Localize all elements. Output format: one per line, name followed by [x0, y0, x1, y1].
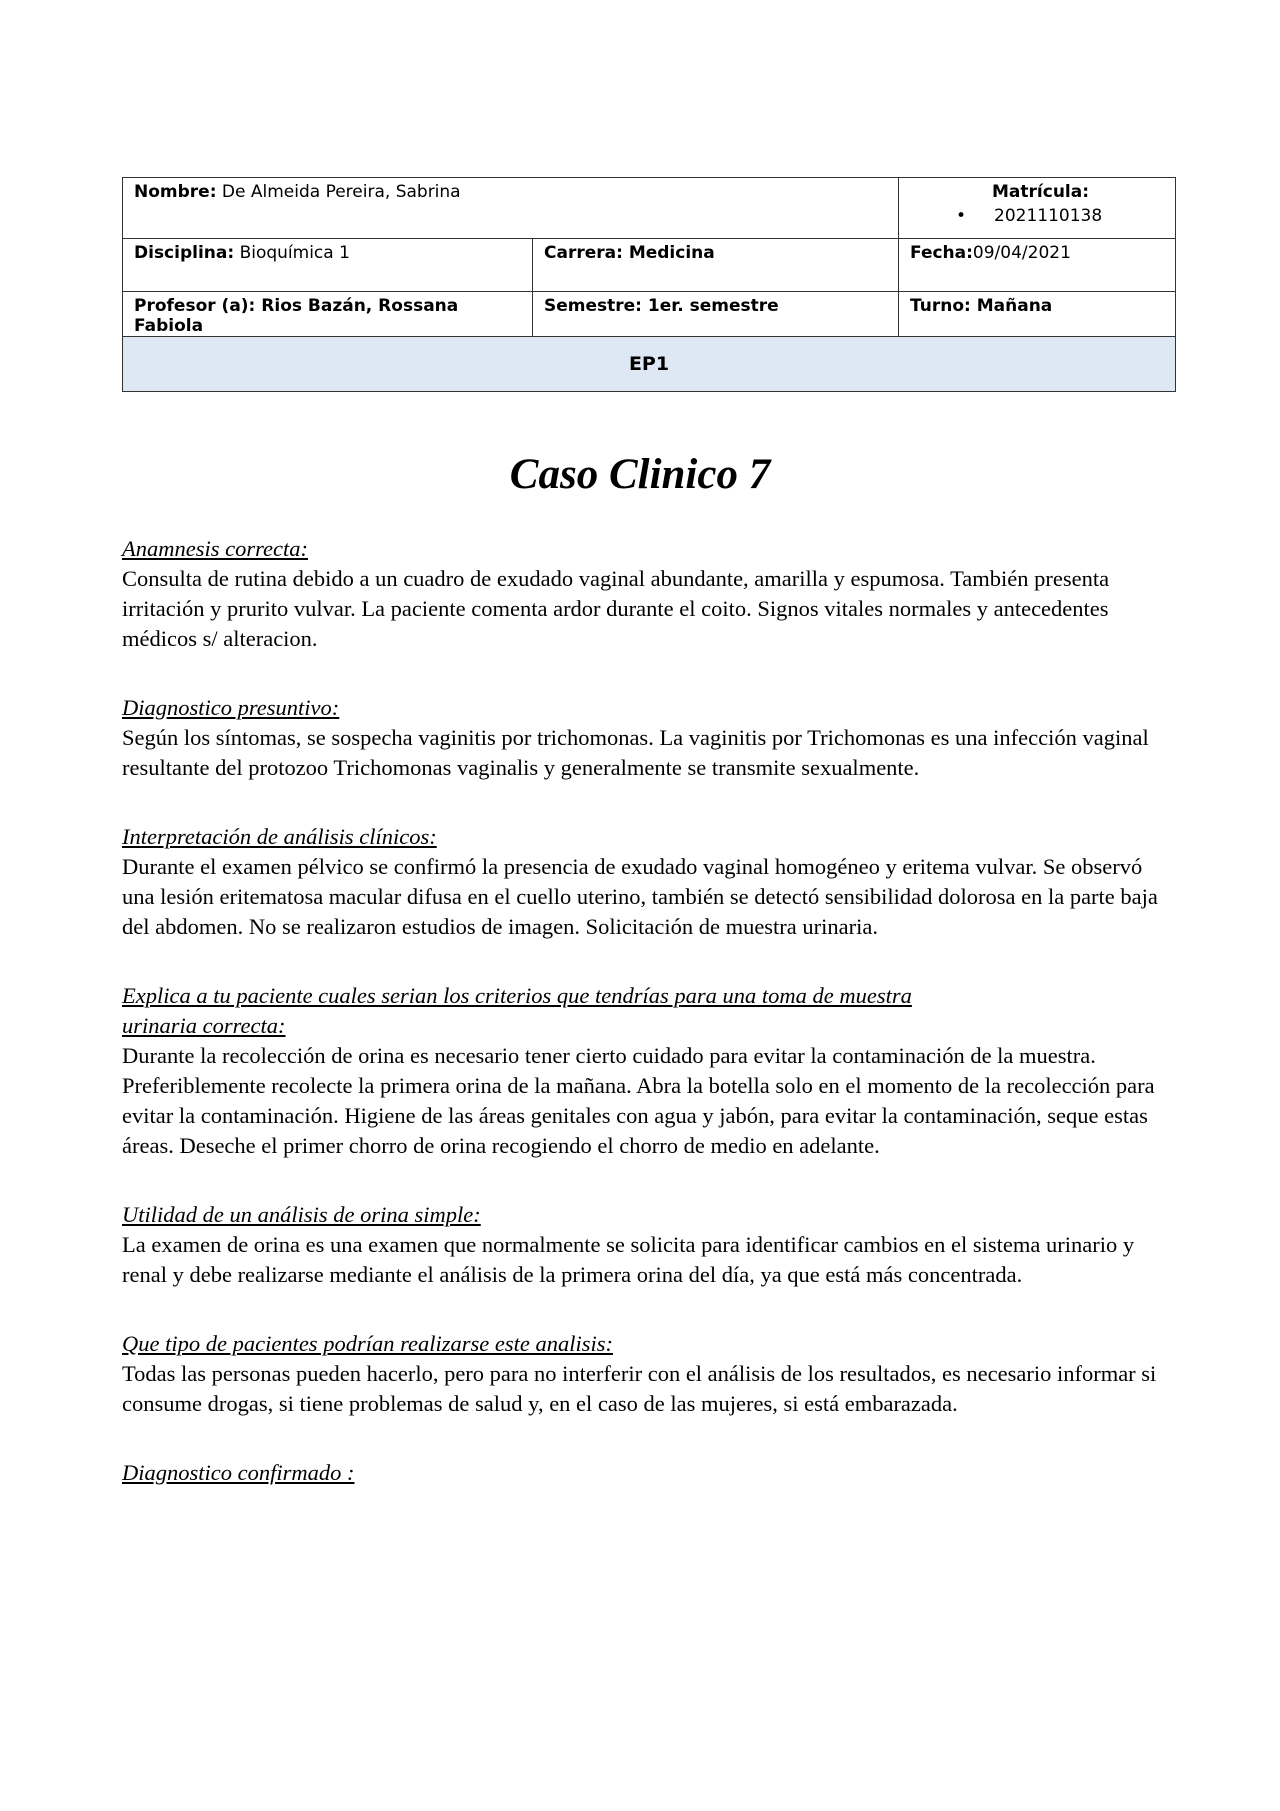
section-heading: Anamnesis correcta: [122, 536, 308, 561]
fecha-label: Fecha: [910, 243, 973, 263]
semestre-text: Semestre: 1er. semestre [544, 296, 779, 316]
nombre-cell [123, 178, 899, 239]
turno-text: Turno: Mañana [910, 296, 1053, 316]
semestre-cell [533, 292, 899, 337]
document-body [122, 534, 1172, 1527]
matricula-label: Matrícula: [992, 182, 1090, 202]
matricula-item [910, 206, 1165, 226]
section-text: La examen de orina es una examen que normalmente se solicita para identificar cambios en el sistema urinario y renal y debe realizarse mediante el análisis de la primera orina del día, ya que está más concentrada. [122, 1232, 1135, 1287]
fecha-cell [899, 239, 1176, 292]
section-diagnostico-confirmado [122, 1458, 1172, 1488]
disciplina-label: Disciplina: [134, 243, 235, 263]
page-title: Caso Clinico 7 [509, 451, 771, 498]
section-text: Todas las personas pueden hacerlo, pero para no interferir con el análisis de los resultados, es necesario informar si consume drogas, si tiene problemas de salud y, en el caso de las mujeres, si está embarazada. [122, 1361, 1157, 1416]
section-heading: Interpretación de análisis clínicos: [122, 824, 437, 849]
matricula-value: 2021110138 [994, 206, 1103, 226]
section-text: Durante el examen pélvico se confirmó la presencia de exudado vaginal homogéneo y eritema vulvar. Se observó una lesión eritematosa macular difusa en el cuello uterino, también se detectó sensibilidad dolorosa en la parte baja del abdomen. No se realizaron estudios de imagen. Solicitación de muestra urinaria. [122, 854, 1158, 939]
disciplina-value: Bioquímica 1 [234, 243, 350, 263]
section-criterios-muestra [122, 981, 1172, 1161]
section-tipo-pacientes [122, 1329, 1172, 1419]
section-interpretacion [122, 822, 1172, 942]
section-text: Durante la recolección de orina es necesario tener cierto cuidado para evitar la contaminación de la muestra. Preferiblemente recolecte la primera orina de la mañana. Abra la botella solo en el momento de la recolección para evitar la contaminación. Higiene de las áreas genitales con agua y jabón, para evitar la contaminación, seque estas áreas. Deseche el primer chorro de orina recogiendo el chorro de medio en adelante. [122, 1043, 1155, 1158]
carrera-cell [533, 239, 899, 292]
profesor-text: Profesor (a): Rios Bazán, Rossana Fabiola [134, 296, 459, 336]
turno-cell [899, 292, 1176, 337]
header-table [122, 177, 1176, 392]
bullet-icon: • [956, 206, 967, 226]
section-heading: Diagnostico presuntivo: [122, 695, 340, 720]
section-text: Consulta de rutina debido a un cuadro de exudado vaginal abundante, amarilla y espumosa. También presenta irritación y prurito vulvar. La paciente comenta ardor durante el coito. Signos vitales normales y antecedentes médicos s/ alteracion. [122, 566, 1110, 651]
section-diagnostico-presuntivo [122, 693, 1172, 783]
section-text: Según los síntomas, se sospecha vaginitis por trichomonas. La vaginitis por Trichomonas es una infección vaginal resultante del protozoo Trichomonas vaginalis y generalmente se transmite sexualmente. [122, 725, 1149, 780]
section-utilidad [122, 1200, 1172, 1290]
ep-banner: EP1 [123, 337, 1176, 392]
carrera-text: Carrera: Medicina [544, 243, 715, 263]
section-anamnesis [122, 534, 1172, 654]
section-heading: Explica a tu paciente cuales serian los criterios que tendrías para una toma de muestra urinaria correcta: [122, 983, 912, 1038]
disciplina-cell [123, 239, 533, 292]
nombre-value: De Almeida Pereira, Sabrina [216, 182, 461, 202]
section-heading: Que tipo de pacientes podrían realizarse este analisis: [122, 1331, 613, 1356]
section-heading: Utilidad de un análisis de orina simple: [122, 1202, 481, 1227]
fecha-value: 09/04/2021 [972, 243, 1071, 263]
section-heading: Diagnostico confirmado : [122, 1460, 355, 1485]
profesor-cell [123, 292, 533, 337]
nombre-label: Nombre: [134, 182, 217, 202]
matricula-cell [899, 178, 1176, 239]
